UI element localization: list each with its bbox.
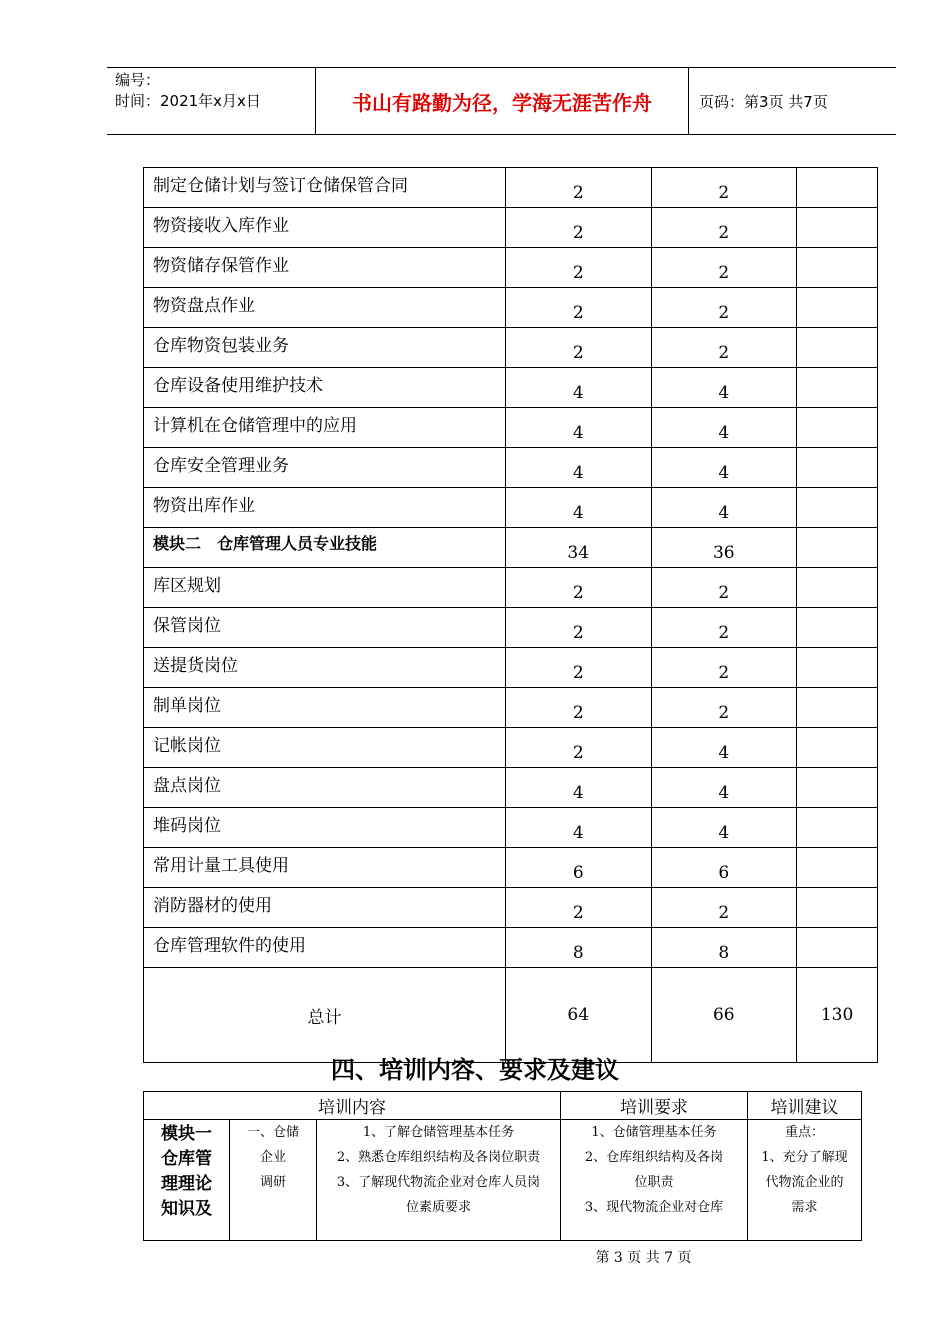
hours-total-cell: [797, 168, 878, 208]
total-a-cell: 64: [505, 968, 651, 1063]
table-row: [144, 808, 878, 848]
hours-a-cell: 4: [505, 768, 651, 808]
hours-a-cell: 2: [505, 688, 651, 728]
hours-b-cell: 4: [651, 808, 797, 848]
table-row: [144, 368, 878, 408]
suggestion-cell: [748, 1120, 862, 1241]
hours-b-cell: 2: [651, 608, 797, 648]
hours-a-cell: 34: [505, 528, 651, 568]
item-name-cell: 制单岗位: [144, 688, 506, 728]
table-row: [144, 248, 878, 288]
hours-a-cell: 4: [505, 808, 651, 848]
total-b-cell: 66: [651, 968, 797, 1063]
hours-total-cell: [797, 848, 878, 888]
hours-b-cell: 2: [651, 328, 797, 368]
submodule-cell: [230, 1120, 317, 1241]
table-row: [144, 768, 878, 808]
hours-a-cell: 4: [505, 448, 651, 488]
hours-a-cell: 2: [505, 288, 651, 328]
table-row: [144, 928, 878, 968]
total-label-cell: 总计: [144, 968, 506, 1063]
hours-b-cell: 4: [651, 368, 797, 408]
hours-total-cell: [797, 448, 878, 488]
suggestion-line: 1、充分了解现: [761, 1150, 848, 1165]
hours-total-cell: [797, 568, 878, 608]
suggestion-line: 需求: [791, 1200, 818, 1215]
requirement-line: 2、仓库组织结构及各岗: [584, 1150, 724, 1165]
header-page-info: 页码：第3页 共7页: [699, 92, 828, 111]
hours-a-cell: 8: [505, 928, 651, 968]
requirement-line: 3、现代物流企业对仓库: [584, 1200, 724, 1215]
table-row: [144, 688, 878, 728]
table-row: [144, 328, 878, 368]
table-row: [144, 728, 878, 768]
hours-b-cell: 2: [651, 288, 797, 328]
table-row: [144, 208, 878, 248]
date-label: 时间：2021年x月x日: [115, 92, 261, 110]
hours-total-cell: [797, 608, 878, 648]
item-name-cell: 盘点岗位: [144, 768, 506, 808]
module-line: 知识及: [161, 1199, 212, 1219]
table-row: [144, 888, 878, 928]
hours-total-cell: [797, 408, 878, 448]
content-line: 位素质要求: [405, 1200, 471, 1215]
hours-b-cell: 2: [651, 568, 797, 608]
sub-line: 企业: [259, 1150, 286, 1165]
table-row: [144, 648, 878, 688]
hours-b-cell: 8: [651, 928, 797, 968]
requirement-cell: [561, 1120, 748, 1241]
item-name-cell: 计算机在仓储管理中的应用: [144, 408, 506, 448]
hours-b-cell: 4: [651, 768, 797, 808]
table-row: [144, 448, 878, 488]
hours-a-cell: 2: [505, 608, 651, 648]
table-row: [144, 168, 878, 208]
hours-total-cell: [797, 928, 878, 968]
header-content: 培训内容: [144, 1092, 561, 1120]
item-name-cell: 保管岗位: [144, 608, 506, 648]
hours-total-cell: [797, 368, 878, 408]
id-label: 编号：: [115, 71, 161, 89]
training-row: [144, 1120, 862, 1241]
hours-total-cell: [797, 248, 878, 288]
hours-total-cell: [797, 728, 878, 768]
hours-b-cell: 2: [651, 248, 797, 288]
training-header-row: [144, 1092, 862, 1120]
hours-a-cell: 2: [505, 168, 651, 208]
hours-total-cell: [797, 648, 878, 688]
item-name-cell: 仓库物资包装业务: [144, 328, 506, 368]
item-name-cell: 常用计量工具使用: [144, 848, 506, 888]
item-name-cell: 消防器材的使用: [144, 888, 506, 928]
hours-a-cell: 4: [505, 408, 651, 448]
hours-b-cell: 2: [651, 208, 797, 248]
item-name-cell: 物资出库作业: [144, 488, 506, 528]
hours-total-cell: [797, 888, 878, 928]
header-suggestion: 培训建议: [748, 1092, 862, 1120]
hours-b-cell: 4: [651, 488, 797, 528]
suggestion-line: 重点：: [784, 1125, 824, 1140]
hours-total-cell: [797, 488, 878, 528]
hours-a-cell: 2: [505, 568, 651, 608]
hours-b-cell: 36: [651, 528, 797, 568]
hours-a-cell: 2: [505, 648, 651, 688]
hours-a-cell: 4: [505, 488, 651, 528]
hours-b-cell: 2: [651, 168, 797, 208]
hours-total-cell: [797, 328, 878, 368]
hours-a-cell: 2: [505, 208, 651, 248]
module-line: 模块一: [161, 1124, 212, 1144]
header-requirement: 培训要求: [561, 1092, 748, 1120]
hours-b-cell: 2: [651, 688, 797, 728]
module-line: 仓库管: [161, 1149, 212, 1169]
hours-total-cell: [797, 808, 878, 848]
hours-b-cell: 6: [651, 848, 797, 888]
requirement-line: 1、仓储管理基本任务: [591, 1125, 717, 1140]
footer-page-number: 第 3 页 共 7 页: [595, 1250, 692, 1266]
item-name-cell: 物资接收入库作业: [144, 208, 506, 248]
header-meta: [107, 68, 316, 134]
hours-a-cell: 6: [505, 848, 651, 888]
total-sum-cell: 130: [797, 968, 878, 1063]
content-line: 1、了解仓储管理基本任务: [362, 1125, 515, 1140]
module-cell: [144, 1120, 230, 1241]
sub-line: 调研: [259, 1175, 286, 1190]
hours-total-cell: [797, 768, 878, 808]
content-line: 3、了解现代物流企业对仓库人员岗: [336, 1175, 541, 1190]
hours-total-cell: [797, 528, 878, 568]
table-row: [144, 848, 878, 888]
item-name-cell: 模块二 仓库管理人员专业技能: [144, 528, 506, 568]
content-cell: [317, 1120, 561, 1241]
table-row: [144, 488, 878, 528]
requirement-line: 位职责: [634, 1175, 674, 1190]
hours-b-cell: 4: [651, 448, 797, 488]
suggestion-line: 代物流企业的: [765, 1175, 844, 1190]
hours-total-cell: [797, 688, 878, 728]
hours-b-cell: 2: [651, 648, 797, 688]
item-name-cell: 库区规划: [144, 568, 506, 608]
module-line: 理理论: [161, 1174, 212, 1194]
item-name-cell: 堆码岗位: [144, 808, 506, 848]
hours-a-cell: 4: [505, 368, 651, 408]
hours-b-cell: 4: [651, 408, 797, 448]
hours-a-cell: 2: [505, 728, 651, 768]
item-name-cell: 仓库安全管理业务: [144, 448, 506, 488]
item-name-cell: 仓库管理软件的使用: [144, 928, 506, 968]
page-footer: [0, 1247, 950, 1267]
item-name-cell: 物资储存保管作业: [144, 248, 506, 288]
table-row: [144, 528, 878, 568]
page-header: [107, 67, 896, 135]
table-row: [144, 288, 878, 328]
hours-total-cell: [797, 288, 878, 328]
item-name-cell: 制定仓储计划与签订仓储保管合同: [144, 168, 506, 208]
hours-a-cell: 2: [505, 888, 651, 928]
hours-total-cell: [797, 208, 878, 248]
hours-table: [143, 167, 878, 1063]
section-title: 四、培训内容、要求及建议: [331, 1056, 619, 1084]
hours-b-cell: 2: [651, 888, 797, 928]
training-table: [143, 1091, 862, 1241]
total-row: [144, 968, 878, 1063]
table-row: [144, 608, 878, 648]
item-name-cell: 物资盘点作业: [144, 288, 506, 328]
content-line: 2、熟悉仓库组织结构及各岗位职责: [336, 1150, 541, 1165]
hours-a-cell: 2: [505, 328, 651, 368]
hours-b-cell: 4: [651, 728, 797, 768]
hours-a-cell: 2: [505, 248, 651, 288]
item-name-cell: 仓库设备使用维护技术: [144, 368, 506, 408]
table-row: [144, 408, 878, 448]
header-motto: 书山有路勤为径，学海无涯苦作舟: [316, 68, 689, 134]
sub-line: 一、仓储: [246, 1125, 299, 1140]
item-name-cell: 送提货岗位: [144, 648, 506, 688]
item-name-cell: 记帐岗位: [144, 728, 506, 768]
table-row: [144, 568, 878, 608]
